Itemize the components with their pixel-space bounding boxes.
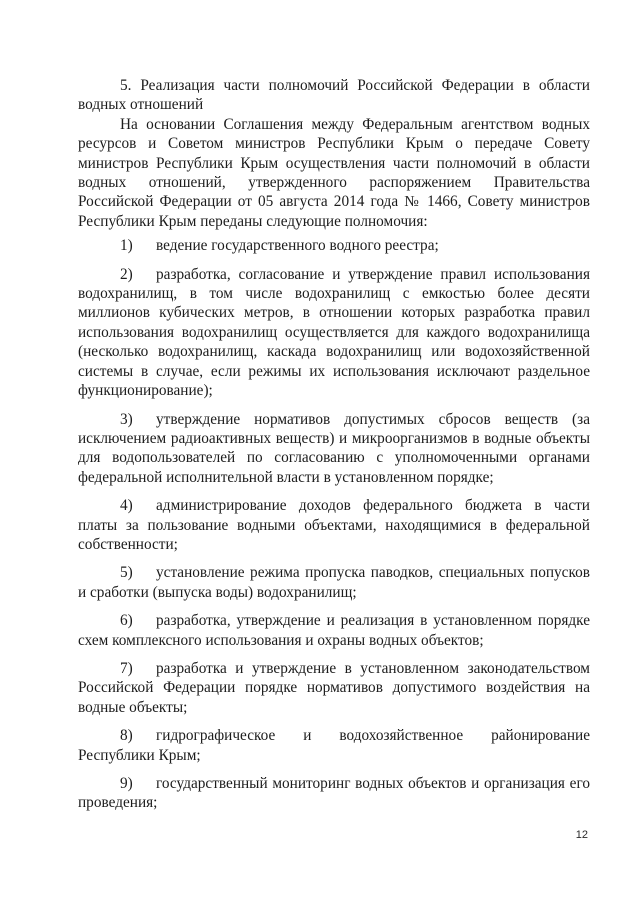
item-number: 3) [120,410,133,428]
item-text: администрирование доходов федерального бюджета в части платы за пользование водными объектами, находящимися в федеральной собственности; [78,497,590,553]
item-text: установление режима пропуска паводков, специальных попусков и сработки (выпуска воды) водохранилищ; [78,564,590,601]
item-text: ведение государственного водного реестра; [156,237,439,255]
item-number: 5) [120,564,133,582]
list-item [78,611,590,650]
item-text: разработка, согласование и утверждение правил использования водохранилищ, в том числе водохранилищ с емкостью более десяти миллионов кубических метров, в отношении которых разработка правил использования водохранилищ осуществляется для каждого водохранилища (несколько водохранилищ, каскада водохранилищ или водохозяйственной системы в случае, если режимы их использования исключают раздельное функционирование); [78,265,590,400]
page-number: 12 [575,829,588,841]
item-text: утверждение нормативов допустимых сбросов веществ (за исключением радиоактивных веществ) и микроорганизмов в водные объекты для водопользователей по согласованию с уполномоченными органами федеральной исполнительной власти в установленном порядке; [78,410,590,486]
list-item [78,659,590,717]
section-heading: 5. Реализация части полномочий Российской Федерации в области водных отношений [78,77,590,114]
list-item [78,774,590,813]
item-text: разработка и утверждение в установленном законодательством Российской Федерации порядке нормативов допустимого воздействия на водные объекты; [78,659,590,716]
intro-paragraph: На основании Соглашения между Федеральным агентством водных ресурсов и Советом министров Республики Крым о передаче Совету министров Республики Крым осуществления части полномочий в области водных отношений, утвержденного распоряжением Правительства Российской Федерации от 05 августа 2014 года № 1466, Совету министров Республики Крым переданы следующие полномочия: [78,115,590,230]
list-item [78,265,590,401]
list-item [78,236,590,255]
item-number: 9) [120,775,133,792]
item-text: разработка, утверждение и реализация в установленном порядке схем комплексного использования и охраны водных объектов; [78,612,590,649]
item-number: 7) [120,659,133,677]
document-body [78,76,590,813]
item-number: 6) [120,612,133,630]
item-number: 1) [120,237,133,255]
item-number: 8) [120,727,133,745]
item-number: 4) [120,497,133,515]
list-item [78,410,590,488]
list-item [78,496,590,554]
list-item [78,726,590,765]
list-item [78,563,590,602]
item-number: 2) [120,265,133,283]
item-text: государственный мониторинг водных объектов и организация его проведения; [78,775,590,812]
item-text: гидрографическое и водохозяйственное районирование Республики Крым; [78,727,590,764]
